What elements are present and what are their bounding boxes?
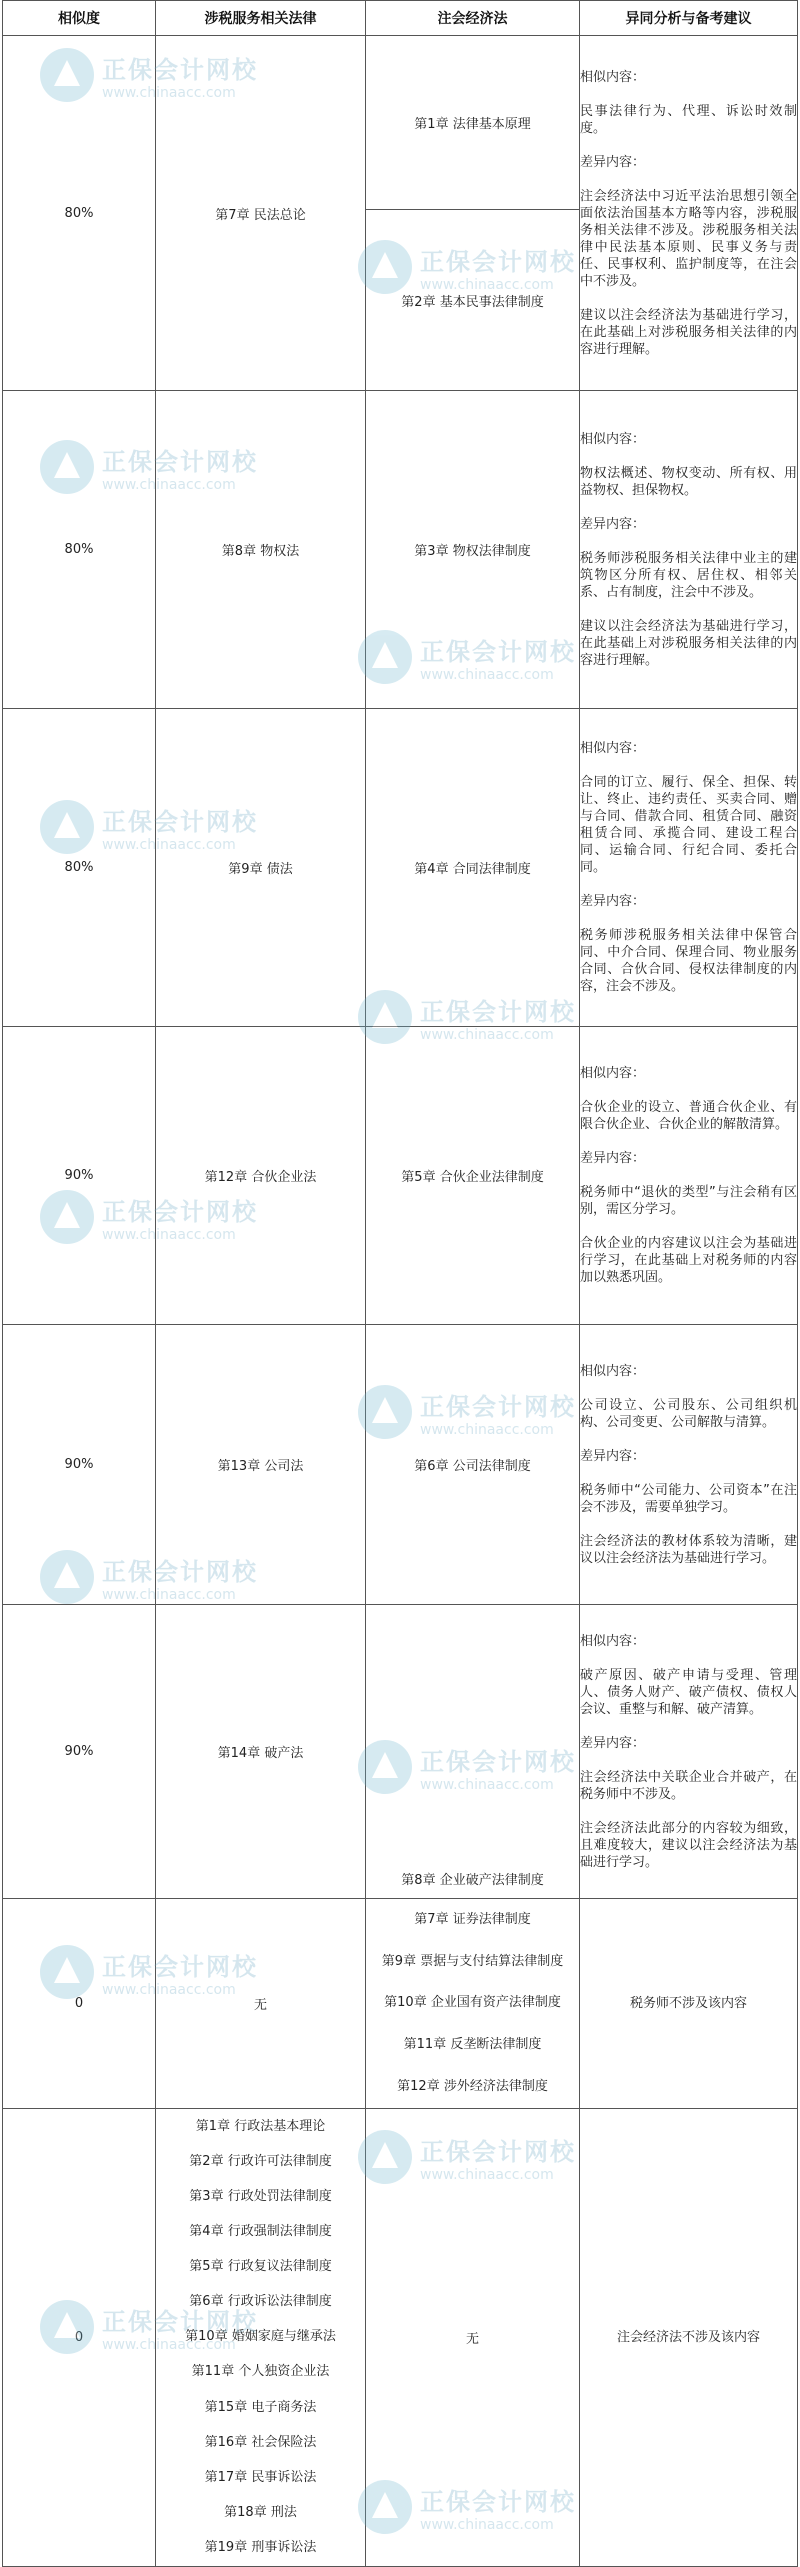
table-row [3, 2109, 798, 2567]
tax-chapter: 第11章 个人独资企业法 [191, 2364, 330, 2380]
notes-heading: 相似内容： [580, 431, 646, 447]
cpa-law-cell: 第6章 公司法律制度 [366, 1325, 580, 1605]
table-row [3, 1027, 798, 1325]
watermark-name: 正保会计网校 [102, 807, 258, 836]
watermark-url: www.chinaacc.com [420, 1026, 554, 1043]
similarity-cell: 0 [3, 2109, 156, 2567]
notes-text: 税务师中“退伙的类型”与注会稍有区别，需区分学习。 [580, 1185, 797, 1217]
similarity-cell: 90% [3, 1325, 156, 1605]
tax-chapter: 第17章 民事诉讼法 [204, 2469, 317, 2485]
similarity-cell: 80% [3, 391, 156, 709]
notes-text: 注会经济法的教材体系较为清晰，建议以注会经济法为基础进行学习。 [580, 1533, 797, 1566]
similarity-cell: 0 [3, 1899, 156, 2109]
watermark-url: www.chinaacc.com [420, 2516, 554, 2533]
watermark-url: www.chinaacc.com [102, 1586, 236, 1603]
notes-cell [580, 1899, 798, 2109]
watermark-name: 正保会计网校 [102, 1557, 258, 1586]
watermark-name: 正保会计网校 [420, 997, 576, 1026]
notes-heading: 差异内容： [580, 894, 646, 909]
header-notes: 异同分析与备考建议 [580, 1, 798, 36]
cpa-chapter: 第7章 证券法律制度 [414, 1912, 531, 1928]
watermark-name: 正保会计网校 [102, 447, 258, 476]
tax-chapter: 第19章 刑事诉讼法 [204, 2539, 317, 2555]
notes-cell [580, 1605, 798, 1899]
similarity-cell: 80% [3, 36, 156, 391]
table-row [3, 1325, 798, 1605]
cpa-chapter: 第11章 反垄断法律制度 [403, 2037, 542, 2053]
watermark-url: www.chinaacc.com [420, 666, 554, 683]
cpa-chapter: 第2章 基本民事法律制度 [366, 209, 579, 390]
watermark-name: 正保会计网校 [102, 2307, 258, 2336]
notes-heading: 差异内容： [580, 1151, 646, 1166]
tax-law-cell: 第13章 公司法 [156, 1325, 366, 1605]
watermark-name: 正保会计网校 [102, 1197, 258, 1226]
watermark-url: www.chinaacc.com [102, 84, 236, 101]
tax-law-cell [156, 2109, 366, 2567]
cpa-law-cell: 第5章 合伙企业法律制度 [366, 1027, 580, 1325]
watermark-url: www.chinaacc.com [102, 2336, 236, 2353]
notes-heading: 相似内容： [580, 1066, 646, 1081]
cpa-law-cell: 第3章 物权法律制度 [366, 391, 580, 709]
cpa-chapter: 第10章 企业国有资产法律制度 [384, 1995, 561, 2011]
header-cpa-law: 注会经济法 [366, 1, 580, 36]
notes-text: 公司设立、公司股东、公司组织机构、公司变更、公司解散与清算。 [580, 1397, 797, 1430]
notes-text: 合伙企业的设立、普通合伙企业、有限合伙企业、合伙企业的解散清算。 [580, 1100, 797, 1132]
notes-text: 税务师涉税服务相关法律中业主的建筑物区分所有权、居住权、相邻关系、占有制度，注会中不涉及。 [580, 550, 797, 600]
notes-text: 注会经济法中习近平法治思想引领全面依法治国基本方略等内容，涉税服务相关法律不涉及。涉税服务相关法律中民法基本原则、民事义务与责任、民事权利、监护制度等，在注会中不涉及。 [580, 188, 797, 289]
tax-chapter: 第2章 行政许可法律制度 [189, 2154, 332, 2170]
cpa-law-cell: 无 [366, 2109, 580, 2567]
notes-text: 民事法律行为、代理、诉讼时效制度。 [580, 103, 797, 136]
watermark-url: www.chinaacc.com [420, 1421, 554, 1438]
notes-heading: 相似内容： [580, 741, 646, 756]
watermark-name: 正保会计网校 [420, 2487, 576, 2516]
notes-text: 注会经济法中关联企业合并破产，在税务师中不涉及。 [580, 1769, 797, 1802]
watermark-url: www.chinaacc.com [102, 1981, 236, 1998]
notes-heading: 差异内容： [580, 1448, 646, 1464]
similarity-cell: 90% [3, 1605, 156, 1899]
notes-text: 注会经济法不涉及该内容 [616, 2330, 760, 2345]
notes-cell [580, 2109, 798, 2567]
tax-chapter: 第18章 刑法 [224, 2504, 297, 2520]
watermark-name: 正保会计网校 [420, 637, 576, 666]
cpa-law-cell: 第8章 企业破产法律制度 [366, 1605, 580, 1899]
tax-chapter: 第3章 行政处罚法律制度 [189, 2189, 332, 2205]
notes-heading: 相似内容： [580, 1363, 646, 1379]
notes-heading: 差异内容： [580, 154, 646, 170]
watermark-name: 正保会计网校 [420, 247, 576, 276]
tax-law-cell: 第7章 民法总论 [156, 36, 366, 391]
cpa-law-cell: 第4章 合同法律制度 [366, 709, 580, 1027]
tax-law-cell: 第8章 物权法 [156, 391, 366, 709]
table-row [3, 1605, 798, 1899]
notes-text: 建议以注会经济法为基础进行学习，在此基础上对涉税服务相关法律的内容进行理解。 [580, 307, 797, 357]
header-row [3, 1, 798, 36]
tax-chapter: 第15章 电子商务法 [204, 2399, 317, 2415]
notes-cell [580, 391, 798, 709]
watermark-url: www.chinaacc.com [420, 1776, 554, 1793]
notes-cell [580, 36, 798, 391]
tax-chapter: 第5章 行政复议法律制度 [189, 2259, 332, 2275]
tax-law-cell: 第14章 破产法 [156, 1605, 366, 1899]
notes-text: 建议以注会经济法为基础进行学习，在此基础上对涉税服务相关法律的内容进行理解。 [580, 618, 797, 668]
table-row [3, 36, 798, 391]
watermark-name: 正保会计网校 [420, 1747, 576, 1776]
tax-chapter: 第16章 社会保险法 [204, 2434, 317, 2450]
notes-text: 税务师不涉及该内容 [629, 1996, 747, 2011]
notes-text: 物权法概述、物权变动、所有权、用益物权、担保物权。 [580, 465, 797, 498]
notes-text: 破产原因、破产申请与受理、管理人、债务人财产、破产债权、债权人会议、重整与和解、破产清算。 [580, 1667, 797, 1717]
tax-chapter: 第1章 行政法基本理论 [195, 2119, 326, 2135]
watermark-name: 正保会计网校 [102, 55, 258, 84]
watermark-url: www.chinaacc.com [102, 836, 236, 853]
tax-chapter: 第4章 行政强制法律制度 [189, 2224, 332, 2240]
notes-cell [580, 1325, 798, 1605]
watermark-url: www.chinaacc.com [420, 2166, 554, 2183]
watermark-name: 正保会计网校 [102, 1952, 258, 1981]
notes-text: 合伙企业的内容建议以注会为基础进行学习，在此基础上对税务师的内容加以熟悉巩固。 [580, 1236, 797, 1285]
header-tax-law: 涉税服务相关法律 [156, 1, 366, 36]
notes-text: 税务师涉税服务相关法律中保管合同、中介合同、保理合同、物业服务合同、合伙合同、侵权法律制度的内容，注会不涉及。 [580, 928, 797, 994]
cpa-chapter: 第12章 涉外经济法律制度 [397, 2078, 548, 2094]
cpa-chapter: 第1章 法律基本原理 [414, 117, 531, 132]
cpa-chapter: 第9章 票据与支付结算法律制度 [381, 1953, 564, 1969]
tax-law-cell: 第9章 债法 [156, 709, 366, 1027]
similarity-cell: 80% [3, 709, 156, 1027]
notes-heading: 相似内容： [580, 69, 646, 85]
notes-heading: 相似内容： [580, 1633, 646, 1649]
table-row [3, 1899, 798, 2109]
notes-text: 合同的订立、履行、保全、担保、转让、终止、违约责任、买卖合同、赠与合同、借款合同、租赁合同、融资租赁合同、承揽合同、建设工程合同、运输合同、行纪合同、委托合同。 [580, 775, 797, 875]
header-similarity: 相似度 [3, 1, 156, 36]
notes-text: 税务师中“公司能力、公司资本”在注会不涉及，需要单独学习。 [580, 1482, 797, 1515]
comparison-table [2, 0, 798, 2567]
watermark-url: www.chinaacc.com [102, 1226, 236, 1243]
tax-law-cell: 无 [156, 1899, 366, 2109]
cpa-law-cell [366, 36, 580, 391]
table-row [3, 391, 798, 709]
similarity-cell: 90% [3, 1027, 156, 1325]
notes-cell [580, 1027, 798, 1325]
tax-law-cell: 第12章 合伙企业法 [156, 1027, 366, 1325]
cpa-law-cell [366, 1899, 580, 2109]
watermark-url: www.chinaacc.com [420, 276, 554, 293]
watermark-name: 正保会计网校 [420, 1392, 576, 1421]
tax-chapter: 第10章 婚姻家庭与继承法 [185, 2329, 336, 2345]
notes-cell [580, 709, 798, 1027]
watermark-url: www.chinaacc.com [102, 476, 236, 493]
notes-heading: 差异内容： [580, 1735, 646, 1751]
table-row [3, 709, 798, 1027]
notes-text: 注会经济法此部分的内容较为细致，且难度较大，建议以注会经济法为基础进行学习。 [580, 1820, 797, 1870]
notes-heading: 差异内容： [580, 516, 646, 532]
tax-chapter: 第6章 行政诉讼法律制度 [189, 2294, 332, 2310]
watermark-name: 正保会计网校 [420, 2137, 576, 2166]
